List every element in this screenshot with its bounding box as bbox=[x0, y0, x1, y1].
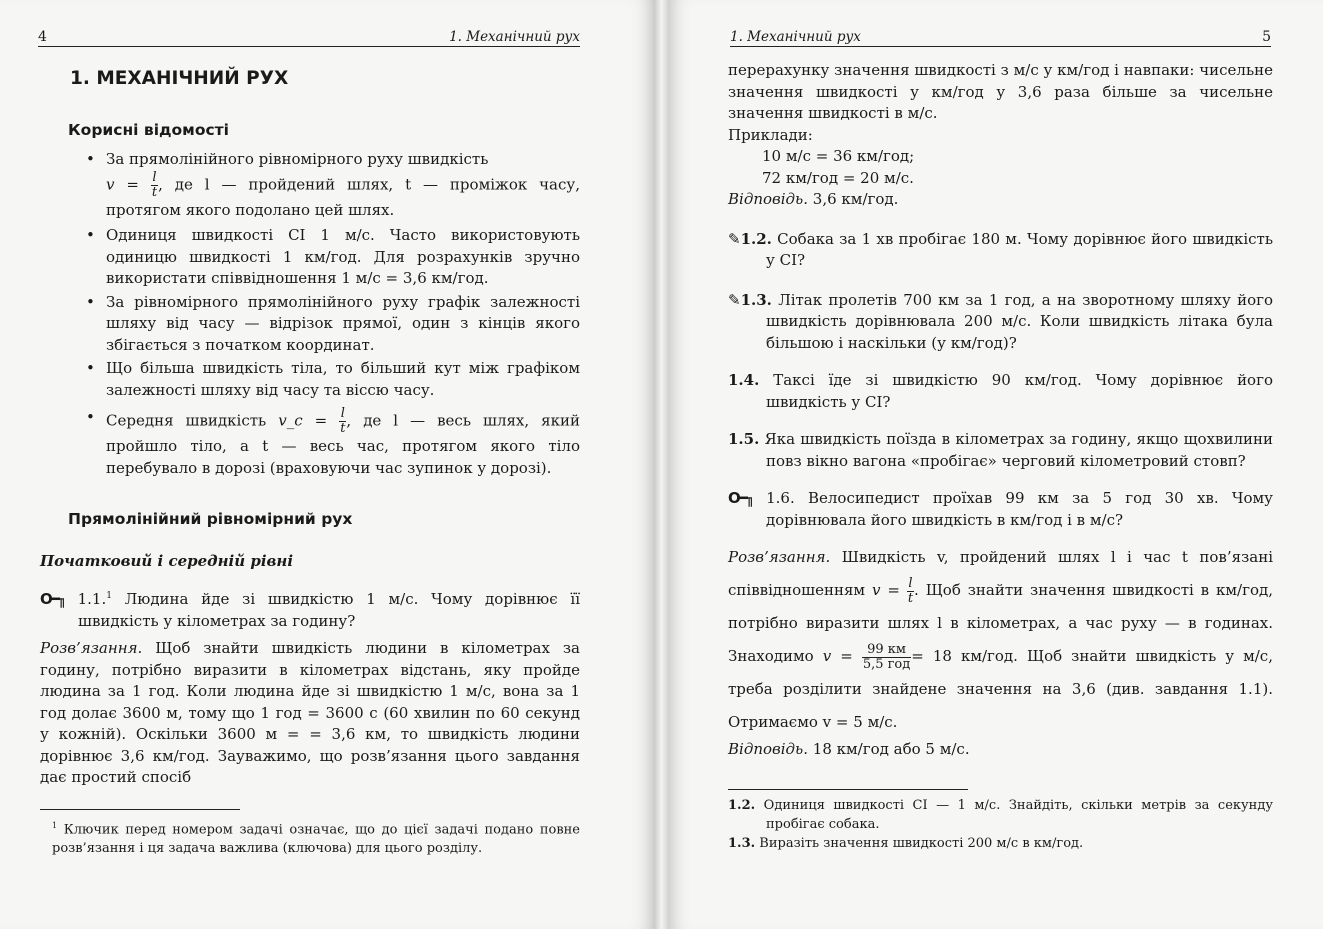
example-2: 72 км/год = 20 м/с. bbox=[762, 168, 914, 187]
answer-1-1: Відповідь. 3,6 км/год. bbox=[728, 190, 899, 208]
problem-1-5: 1.5. Яка швидкість поїзда в кілометрах за годину, якщо щохвилини повз вікно вагона «пробігає» черговий кілометровий стовп? bbox=[728, 430, 1273, 470]
problem-1-4: 1.4. Таксі їде зі швидкістю 90 км/год. Чому дорівнює його швидкість у СІ? bbox=[728, 371, 1273, 411]
formula-fraction: $\frac{l}{t}$ bbox=[151, 169, 158, 200]
key-icon: О━╖ bbox=[40, 590, 65, 608]
level-heading: Початковий і середній рівні bbox=[40, 551, 294, 570]
pencil-icon: ✎ bbox=[728, 229, 741, 248]
hint-1-2: 1.2. Одиниця швидкості СІ — 1 м/с. Знайдіть, скільки метрів за секунду пробігає собака. bbox=[728, 797, 1273, 832]
running-header-right bbox=[730, 26, 1271, 47]
right-content bbox=[728, 60, 1273, 853]
section-useful-heading: Корисні відомості bbox=[68, 120, 229, 139]
formula-fraction-sol: $\frac{l}{t}$ bbox=[907, 575, 914, 606]
footnote-left: $^1$ Ключик перед номером задачі означає, що до цієї задачі подано повне розв’язання і ця задача важлива (ключова) для цього розділу. bbox=[52, 820, 581, 856]
pencil-icon: ✎ bbox=[728, 290, 741, 309]
bullet-angle: • Що більша швидкість тіла, то більший кут між графіком залежності шляху від часу та віссю часу. bbox=[40, 358, 580, 401]
bullet-si-unit: • Одиниця швидкості СІ 1 м/с. Часто використовують одиницю швидкості 1 км/год. Для розрахунків зручно використати співвідношення 1 м/с = 3,6 км/год. bbox=[40, 225, 580, 290]
page-number-right: 5 bbox=[1262, 29, 1271, 45]
examples-label: Приклади: bbox=[728, 125, 813, 144]
footnote-rule-left bbox=[40, 809, 240, 810]
useful-bullets bbox=[40, 149, 580, 479]
bullet-speed-definition: • За прямолінійного рівномірного руху швидкість v = $\frac{l}{t}$ , де l — пройдений шлях, t — проміжок часу, протягом якого подолано цей шлях. bbox=[40, 149, 580, 221]
footnote-rule-right bbox=[728, 789, 968, 790]
continuation-text: перерахунку значення швидкості з м/с у км/год і навпаки: чисельне значення швидкості у км/год у 3,6 раза більше за чисельне значення швидкості в м/с. bbox=[728, 61, 1273, 122]
formula-calc: $\frac{99 км}{\text{5,5 год}}$ bbox=[862, 641, 911, 672]
example-1: 10 м/с = 36 км/год; bbox=[762, 147, 915, 165]
formula-fraction-avg: $\frac{l}{t}$ bbox=[340, 406, 346, 436]
solution-1-6: Розв’язання. Швидкість v, пройдений шлях l і час t пов’язані співвідношенням v = $\frac{l}{t}$ . Щоб знайти значення швидкості в км/год, потрібно виразити шлях l в кілометрах, а час руху — в годинах. Знаходимо v = $\frac{99 км}{\text{5,5 год}}$ = 18 км/год. Щоб знайти швидкість у м/с, треба розділити знайдене значення на 3,6 (див. завдання 1.1). Отримаємо v = 5 м/с. bbox=[728, 548, 1273, 731]
problem-1-3: ✎1.3. Літак пролетів 700 км за 1 год, а на зворотному шляху його швидкість дорівнювала 200 м/с. Коли швидкість літака була більшою і наскільки (у км/год)? bbox=[728, 290, 1273, 352]
formula-lhs: v = bbox=[106, 175, 139, 193]
problem-1-1: О━╖ 1.1.$^1$ Людина йде зі швидкістю 1 м/с. Чому дорівнює її швидкість у кілометрах за годину? bbox=[40, 590, 580, 630]
answer-1-6: Відповідь. 18 км/год або 5 м/с. bbox=[728, 740, 970, 758]
left-content bbox=[40, 60, 580, 858]
key-icon: О━╖ bbox=[728, 489, 753, 507]
section-motion-heading: Прямолінійний рівномірний рух bbox=[68, 510, 353, 528]
running-title-right: 1. Механічний рух bbox=[730, 29, 861, 45]
problem-1-2: ✎1.2. Собака за 1 хв пробігає 180 м. Чому дорівнює його швидкість у СІ? bbox=[728, 229, 1273, 269]
running-title-left: 1. Механічний рух bbox=[449, 29, 580, 45]
running-header-left bbox=[38, 26, 580, 47]
problem-1-6: О━╖ 1.6. Велосипедист проїхав 99 км за 5 год 30 хв. Чому дорівнювала його швидкість в км/год і в м/с? bbox=[728, 489, 1273, 529]
solution-1-1: Розв’язання. Щоб знайти швидкість людини в кілометрах за годину, потрібно виразити в кілометрах відстань, яку пройде людина за 1 год. Коли людина йде зі швидкістю 1 м/с, вона за 1 год долає 3600 м, тому що 1 год = 3600 с (60 хвилин по 60 секунд у кожній). Оскільки 3600 м = = 3,6 км, то швидкість людини дорівнює 3,6 км/год. Зауважимо, що розв’язання цього завдання дає простий спосіб bbox=[40, 639, 580, 786]
hint-1-3: 1.3. Виразіть значення швидкості 200 м/с в км/год. bbox=[728, 835, 1084, 851]
chapter-title: 1. МЕХАНІЧНИЙ РУХ bbox=[70, 68, 289, 89]
page-number-left: 4 bbox=[38, 29, 47, 45]
book-gutter bbox=[655, 0, 668, 929]
bullet-graph: • За рівномірного прямолінійного руху графік залежності шляху від часу — відрізок прямої, один з кінців якого збігається з початком координат. bbox=[40, 292, 580, 357]
bullet-average-speed: • Середня швидкість v_c = $\frac{l}{t}$ , де l — весь шлях, який пройшло тіло, а t — весь час, протягом якого тіло перебувало в дорозі (враховуючи час зупинок у дорозі). bbox=[40, 407, 580, 479]
